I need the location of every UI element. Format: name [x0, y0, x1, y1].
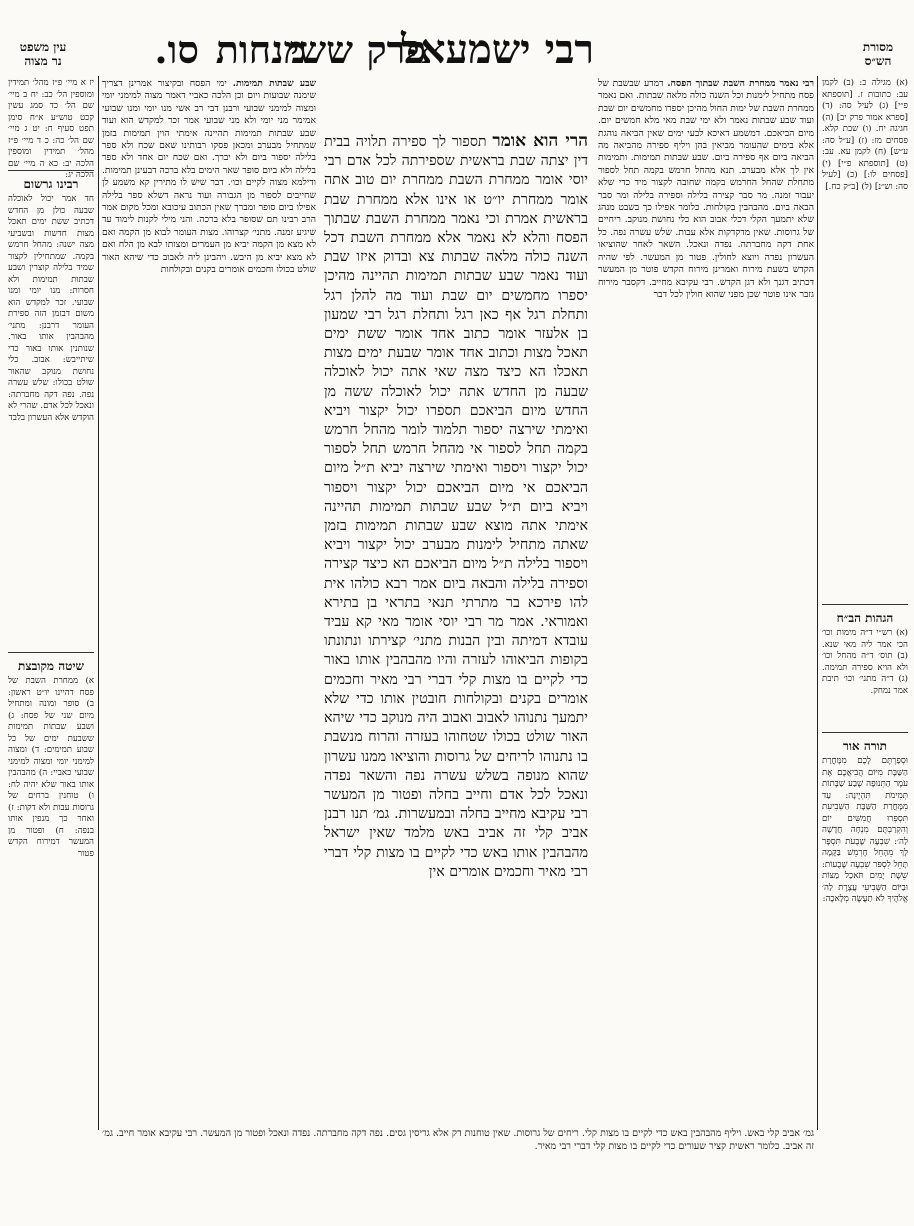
ein-mishpat-label-line2: נר מצוה — [24, 54, 62, 68]
page-footer-text: גמ׳ אביב קלי באש. ויליף מהבהבין באש כדי לקיים בו מצות קלי. ריחים של גרוסות. שאין טוחנות דק אלא גריסין גסים. נפה דקה מחברתה. נפדה ונאכל ופטור מן המעשר. רבי עקיבא אומר חייב. גמ׳ זה אביב. כלומר ראשית קציר שעורים כדי לקיים בו מצות קלי דברי רבי מאיר. — [102, 1128, 814, 1152]
masoret-hashas-text: (א) מגילה כ: (ב) לקמן עב: כתובות ז. [תוספתא פ״י] (ג) לעיל סה: (ד) [ספרא אמור פרק יב] (ה) חגיגה יח. (ו) שבת קלא. פסחים מז: (ז) [ע״ל סה: ע״ש] (ח) לקמן עא. עב: (ט) [תוספתא פ״י] (י) [פסחים לו:] (כ) [לעיל סה: וש״נ] (ל) [ב״ק כח.] — [822, 78, 908, 192]
rule-right-outer — [817, 76, 818, 1130]
shita-text: א) ממחרת השבת של פסח דהיינו יו״ט ראשון: ב) סופר ומונה ומתחיל מיום שני של פסח: ג) ושבע שבתות תמימות ששבעת ימים של כל שבוע תמימים: ד) ומצוה למימני יומי ומצוה למימני שבועי כאביי: ה) מהבהבין אותו באור שלא יהיה לח: ו) טוחנין ברחים של גרוסות עבות ולא דקות: ז) ואחר כך מנפין אותו בנפה: ח) ופטור מן המעשר דמירוח הקדש פטור — [8, 676, 94, 859]
header-chapter-number: פרק ששי — [289, 27, 426, 72]
rabbeinu-gershom-divider — [8, 170, 94, 171]
header-daf: סו. — [154, 27, 199, 72]
rabbeinu-gershom-text: חד אמר יכול לאוכלה שבעה כולן מן החדש דכתיב ששת ימים תאכל מצות חדשות ובשביעי מצה ישנה: מהחל חרמש בקמה. שמתחילין לקצור שמיד בלילה קוצרין ושבע שבתות תמימות ולא חסרות: מנו יומי ומנו שבועי. זכר למקדש הוא משום דבזמן הזה ספירת העומר דרבנן: מתני׳ מהבהבין אותו באור. שנותנין אותו באור כדי שיתייבש: אבוב. כלי נחושת מנוקב שהאור שולט בכולו: שלש עשרה נפה. נפה דקה מחברתה: ונאכל לכל אדם. שהרי לא הוקדש אלא העשרון בלבד — [8, 194, 94, 423]
tosafot-lead: שבע שבתות תמימות. — [232, 78, 317, 89]
gemara-body: תספור לך ספירה תלויה בבית דין יצתה שבת בראשית שספירתה לכל אדם רבי יוסי אומר ממחרת השבת ממחרת יום טוב אתה אומר ממחרת יו״ט או אינו אלא ממחרת שבת בראשית אמרת וכי נאמר ממחרת השבת שבתוך הפסח והלא לא נאמר אלא ממחרת השבת דכל השנה כולה מלאה שבתות צא ובדוק איזו שבת ועוד נאמר שבע שבתות תמימות תהיינה מהיכן יספרו מחמשים יום שבת ועוד מה להלן רגל ותחלת רגל אף כאן רגל ותחלת רגל רבי שמעון בן אלעזר אומר כתוב אחד אומר ששת ימים תאכל מצות וכתוב אחד אומר שבעת ימים מצות תאכלו הא כיצד מצה שאי אתה יכול לאוכלה שבעה מן החדש אתה יכול לאוכלה ששה מן החדש מיום הביאכם תספרו יכול יקצור ויביא ואימתי שירצה יספור תלמוד לומר מהחל חרמש בקמה תחל לספור אי מהחל חרמש תחל לספור יכול יקצור ויספור ואימתי שירצה יביא ת״ל מיום הביאכם אי מיום הביאכם יכול יקצור ויספור ויביא ביום ת״ל שבע שבתות תמימות תהיינה אימתי אתה מוצא שבע שבתות תמימות בזמן שאתה מתחיל לימנות מבערב יכול יקצור ויביא ויספור בלילה ת״ל מיום הביאכם הא כיצד קצירה וספירה בלילה והבאה ביום אמר רבא כולהו אית להו פירכא בר מתרתי תנאי בתראי בן בתירא ואמוראי. אמר מר רבי יוסי אומר מאי קא עביד עובדא דמיתה ובין הבנות מתני׳ קצירתו ונתונתו בקופות הביאוהו לעזרה והיו מהבהבין אותו באור כדי לקיים בו מצות קלי דברי רבי מאיר וחכמים אומרים בקנים ובקולחות חובטין אותו כדי שלא יתמעך נתנוהו לאבוב ואבוב היה מנוקב כדי שיהא האור שולט בכולו שטחוהו בעזרה והרוח מנשבת בו נתנוהו לריחים של גרוסות והוציאו ממנו עשרון שהוא מנופה בשלש עשרה נפה והשאר נפדה ונאכל לכל אדם וחייב בחלה ופטור מן המעשר רבי עקיבא מחייב בחלה ובמעשרות. גמ׳ תנו רבנן אביב קלי זה אביב באש מלמד שאין ישראל מהבהבין אותו באש כדי לקיים בו מצות קלי דברי רבי מאיר וחכמים אומרים אין — [324, 134, 588, 880]
hagahot-block — [822, 604, 908, 736]
gemara-lead-words: הרי הוא אומר — [492, 131, 588, 151]
ein-mishpat-text: יז א מיי׳ פ״ז מהל׳ תמידין ומוספין הל׳ כב: יח ב מיי׳ שם הל׳ כד סמג עשין קכט טוש״ע א״ח סימן תפט סעיף ח: יט ג מיי׳ שם הל׳ כה: כ ד מיי׳ פ״ז מהל׳ תמידין ומוספין הלכה יב: כא ה מיי׳ שם הלכה יג: — [8, 78, 94, 180]
shita-mekubetzet-block — [8, 652, 94, 1196]
torah-or-title: תורה אור — [842, 739, 888, 753]
hagahot-divider — [822, 604, 908, 605]
tosafot-column — [102, 78, 316, 1118]
torah-or-block — [822, 732, 908, 1226]
hagahot-title: הגהות הב״ח — [836, 611, 894, 625]
masoret-label-line2: הש״ס — [864, 54, 892, 68]
masoret-hashas-column — [822, 78, 908, 598]
gemara-paragraph — [324, 132, 588, 882]
rabbeinu-gershom-title: רבינו גרשום — [23, 177, 79, 191]
tosafot-text — [102, 78, 316, 277]
rashi-body: דמדע שבשבת של פסח מתחיל לימנות וכל השנה כולה מלאה שבתות. ואם נאמר ממחרת השבת של ימות החול מהיכן יספרו מחמשים יום שבת ועוד שבע שבתות נאמר ולא ימי שבת מאי מלא חמשים יום. מיום הביאכם. דמשמע דאיכא לבעי ימים שאין הביאה נוהגת אלא בימים שהעומר מביאין בהן ויליף ספירה מהביאה מה הביאה ביום אף ספירה ביום. שבע שבתות תמימות. ותמימות אין לך אלא מבערב. תנא מהחל חרמש בקמה תחל לספור מתחלת שהחל החרמש בקמה שחובה לקצור מיד כדי שלא יעבור זמנה. מר סבר קצירה בלילה וספירה בלילה ומר סבר הבאה ביום. מהבהבין בקולחות. כלומר אפילו כך בשבט מנהג שלא יתמעך הקלי דכלי אבוב הוא כלי נחושת מנוקב. ריחיים של גרוסות. שאין מדקדקות אלא עבות. שלש עשרה נפה. כל אחת דקה מחברתה. נפדה ונאכל. השאר לאחר שהוציאו העשרון נפדה ויוצא לחולין. פטור מן המעשר. לפי שהיה הקדש בשעת מירוח ואמרינן מירוח הקדש פוטר מן המעשר דכתיב דגנך ולא דגן הקדש. רבי עקיבא מחייב. דקסבר מירוח גזבר אינו פוטר שכן מפני שהוא חולין לכל דבר — [598, 78, 814, 300]
shita-title: שיטה מקובצת — [18, 659, 84, 673]
masoret-label — [848, 40, 908, 68]
rashi-text — [598, 78, 814, 301]
ein-mishpat-label — [10, 40, 76, 68]
torah-or-divider — [822, 732, 908, 733]
rabbeinu-gershom-block — [8, 170, 94, 664]
ein-mishpat-label-line1: עין משפט — [19, 40, 67, 54]
gemara-main-text — [324, 132, 588, 1092]
ein-mishpat-column — [8, 78, 94, 180]
hagahot-text: (א) רש״י ד״ה מימות וכו׳ הכי אמר ליה מאי שנא. (ב) תוס׳ ד״ה מהחל וכו׳ ולא הויא ספירה תמימה. (ג) ד״ה מתני׳ וכו׳ תיבת אמר נמחק. — [822, 628, 908, 696]
rule-left-outer — [98, 76, 99, 1130]
header-tractate: מנחות — [215, 27, 306, 72]
header-chapter-name: רבי ישמעאל — [401, 26, 594, 73]
torah-or-text: וּסְפַרְתֶּם לָכֶם מִמָּחֳרַת הַשַּׁבָּת מִיּוֹם הֲבִיאֲכֶם אֶת עֹמֶר הַתְּנוּפָה שֶׁבַע שַׁבָּתוֹת תְּמִימֹת תִּהְיֶינָה: עַד מִמָּחֳרַת הַשַּׁבָּת הַשְּׁבִיעִת תִּסְפְּרוּ חֲמִשִּׁים יוֹם וְהִקְרַבְתֶּם מִנְחָה חֲדָשָׁה לַה׳: שִׁבְעָה שָׁבֻעֹת תִּסְפָּר לָךְ מֵהָחֵל חֶרְמֵשׁ בַּקָּמָה תָּחֵל לִסְפֹּר שִׁבְעָה שָׁבֻעוֹת: שֵׁשֶׁת יָמִים תֹּאכַל מַצּוֹת וּבַיּוֹם הַשְּׁבִיעִי עֲצֶרֶת לַה׳ אֱלֹהֶיךָ לֹא תַעֲשֶׂה מְלָאכָה: — [822, 756, 908, 904]
shita-divider — [8, 652, 94, 653]
masoret-label-line1: מסורת — [862, 40, 894, 54]
tosafot-body: ימי הפסח ובקיצור אמרינן דצריך שימנה שבועות ויום וכן הלכה כאביי דאמר מצוה למימני יומי ומצוה למימני שבועי ורבנן דבי רב אשי מנו יומי ומנו שבועי אמימר מני יומי ולא מני שבועי אמר זכר למקדש הוא ועוד שבע שבתות תמימות תהיינה אימתי הוין תמימות בזמן שמתחיל מבערב ומכאן פסקו רבותינו שאם שכח ולא ספר בלילה יספור ביום ולא יברך. ואם שכח יום אחד ולא ספר בלילה ולא ביום סופר שאר הימים בלא ברכה דבעינן תמימות. ודילמא מצוה לקיים וכו׳. דבר שיש לו מתירין קא משמע לן שחייבים לספור מן הגבורה ועוד נראה דשלא ספר בלילה אפילו ביום סופר ומברך שאין הכתוב עיכובא ומכל מקום אמר הרב רבינו תם שסופר בלא ברכה. והני מילי לקנות לימוד עד שיגיע זמנה. מתני׳ קצרוהו. מצות העומר לבוא מן הקמה ואם לא מצא מן הקמה יביא מן העמרים ומצותו לבא מן הלח ואם לא מצא יביא מן היבש. ויהבינן ליה לאבוב כדי שיהא האור שולט בכולו וחכמים אומרים בקנים ובקולחות — [102, 78, 316, 276]
rashi-column — [598, 78, 814, 1118]
rashi-lead: רבי נאמר ממחרת השבת שבתוך הפסח. — [667, 78, 814, 89]
